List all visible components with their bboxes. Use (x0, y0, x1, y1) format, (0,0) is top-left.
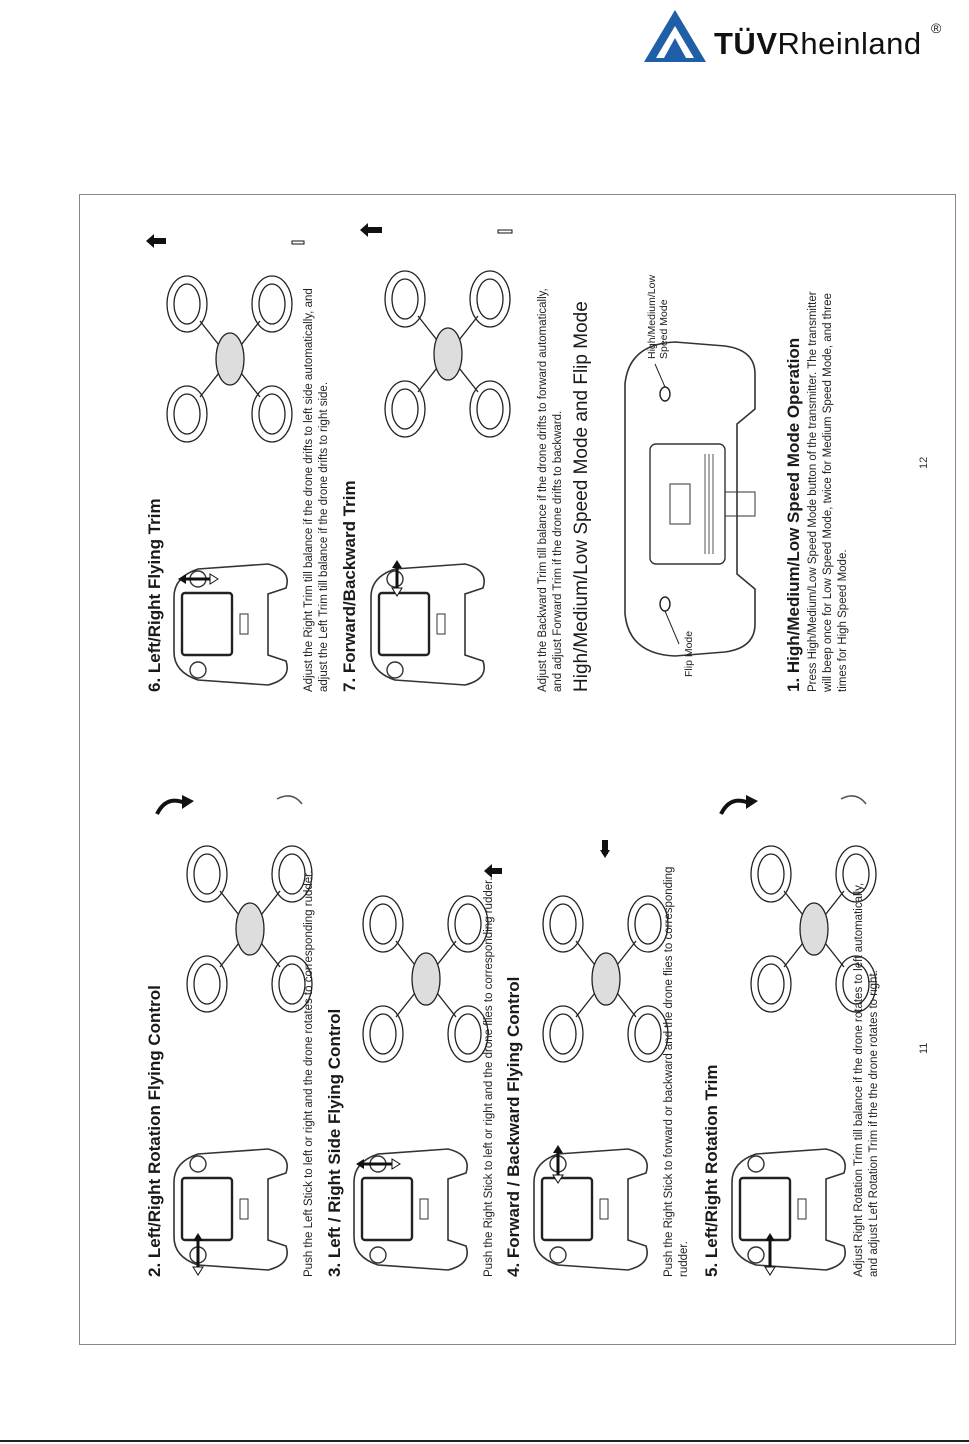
tuv-logo (640, 8, 960, 68)
section-6-text-line1: Adjust the Right Trim till balance if the drone drifts to left side automatically, and (303, 288, 315, 692)
drone-figure-section-2 (152, 784, 322, 1039)
tuv-triangle-icon (640, 8, 710, 64)
mode-heading: High/Medium/Low Speed Mode and Flip Mode (571, 301, 592, 692)
section-5-title: 5. Left/Right Rotation Trim (702, 1064, 721, 1277)
speed-op-text-line1: Press High/Medium/Low Speed Mode button of the transmitter. The transmitter (807, 291, 819, 692)
section-6-title: 6. Left/Right Flying Trim (145, 498, 164, 692)
bottom-rule (0, 1440, 969, 1442)
page-number-right: 12 (918, 456, 930, 469)
section-7-title: 7. Forward/Backward Trim (340, 480, 359, 692)
transmitter-figure-section-4 (528, 1142, 656, 1277)
transmitter-figure-section-6 (168, 557, 296, 692)
section-5-text-line2: and adjust Left Rotation Trim if the the drone rotates to right. (868, 970, 880, 1277)
transmitter-figure-section-2 (168, 1142, 296, 1277)
drone-figure-section-6 (142, 219, 312, 474)
speed-op-text-line2: will beep once for Low Speed Mode, twice for Medium Speed Mode, and three (822, 293, 834, 692)
speed-op-text-line3: times for High Speed Mode. (837, 549, 849, 692)
section-4-text-line1: Push the Right Stick to forward or backward and the drone flies to corresponding (663, 866, 675, 1277)
section-2-text: Push the Left Stick to left or right and the drone rotates to corresponding rudder. (303, 870, 315, 1277)
section-6-text-line2: adjust the Left Trim till balance if the drone drifts to right side. (318, 381, 330, 692)
transmitter-back-figure (615, 334, 775, 664)
transmitter-figure-section-3 (348, 1142, 476, 1277)
transmitter-figure-section-5 (726, 1142, 854, 1277)
section-5-text-line1: Adjust Right Rotation Trim till balance if the drone rotates to left automatically, (853, 882, 865, 1277)
section-7-text-line2: and adjust Forward Trim if the drone drifts to backward. (552, 410, 564, 692)
rotated-manual-spread (80, 195, 956, 1344)
drone-figure-section-7 (360, 214, 530, 469)
section-4-title: 4. Forward / Backward Flying Control (504, 976, 523, 1277)
section-4-text-line2: rudder. (678, 1241, 690, 1277)
transmitter-figure-section-7 (365, 557, 493, 692)
registered-mark: ® (931, 20, 942, 36)
flip-mode-label: Flip Mode (683, 630, 695, 677)
section-2-title: 2. Left/Right Rotation Flying Control (145, 985, 164, 1277)
speed-mode-label-line1: High/Medium/Low (646, 274, 658, 359)
page-12 (80, 199, 956, 759)
speed-op-title: 1. High/Medium/Low Speed Mode Operation (784, 337, 803, 692)
section-3-text: Push the Right Stick to left or right and the drone flies to corresponding rudder. (483, 877, 495, 1277)
speed-mode-label-line2: Speed Mode (658, 299, 670, 359)
section-3-title: 3. Left / Right Side Flying Control (325, 1008, 344, 1277)
section-7-text-line1: Adjust the Backward Trim till balance if the drone drifts to forward automatically, (537, 288, 549, 692)
brand-name: TÜVRheinland (714, 26, 922, 61)
page-number-left: 11 (918, 1042, 930, 1054)
page-11 (80, 784, 956, 1344)
